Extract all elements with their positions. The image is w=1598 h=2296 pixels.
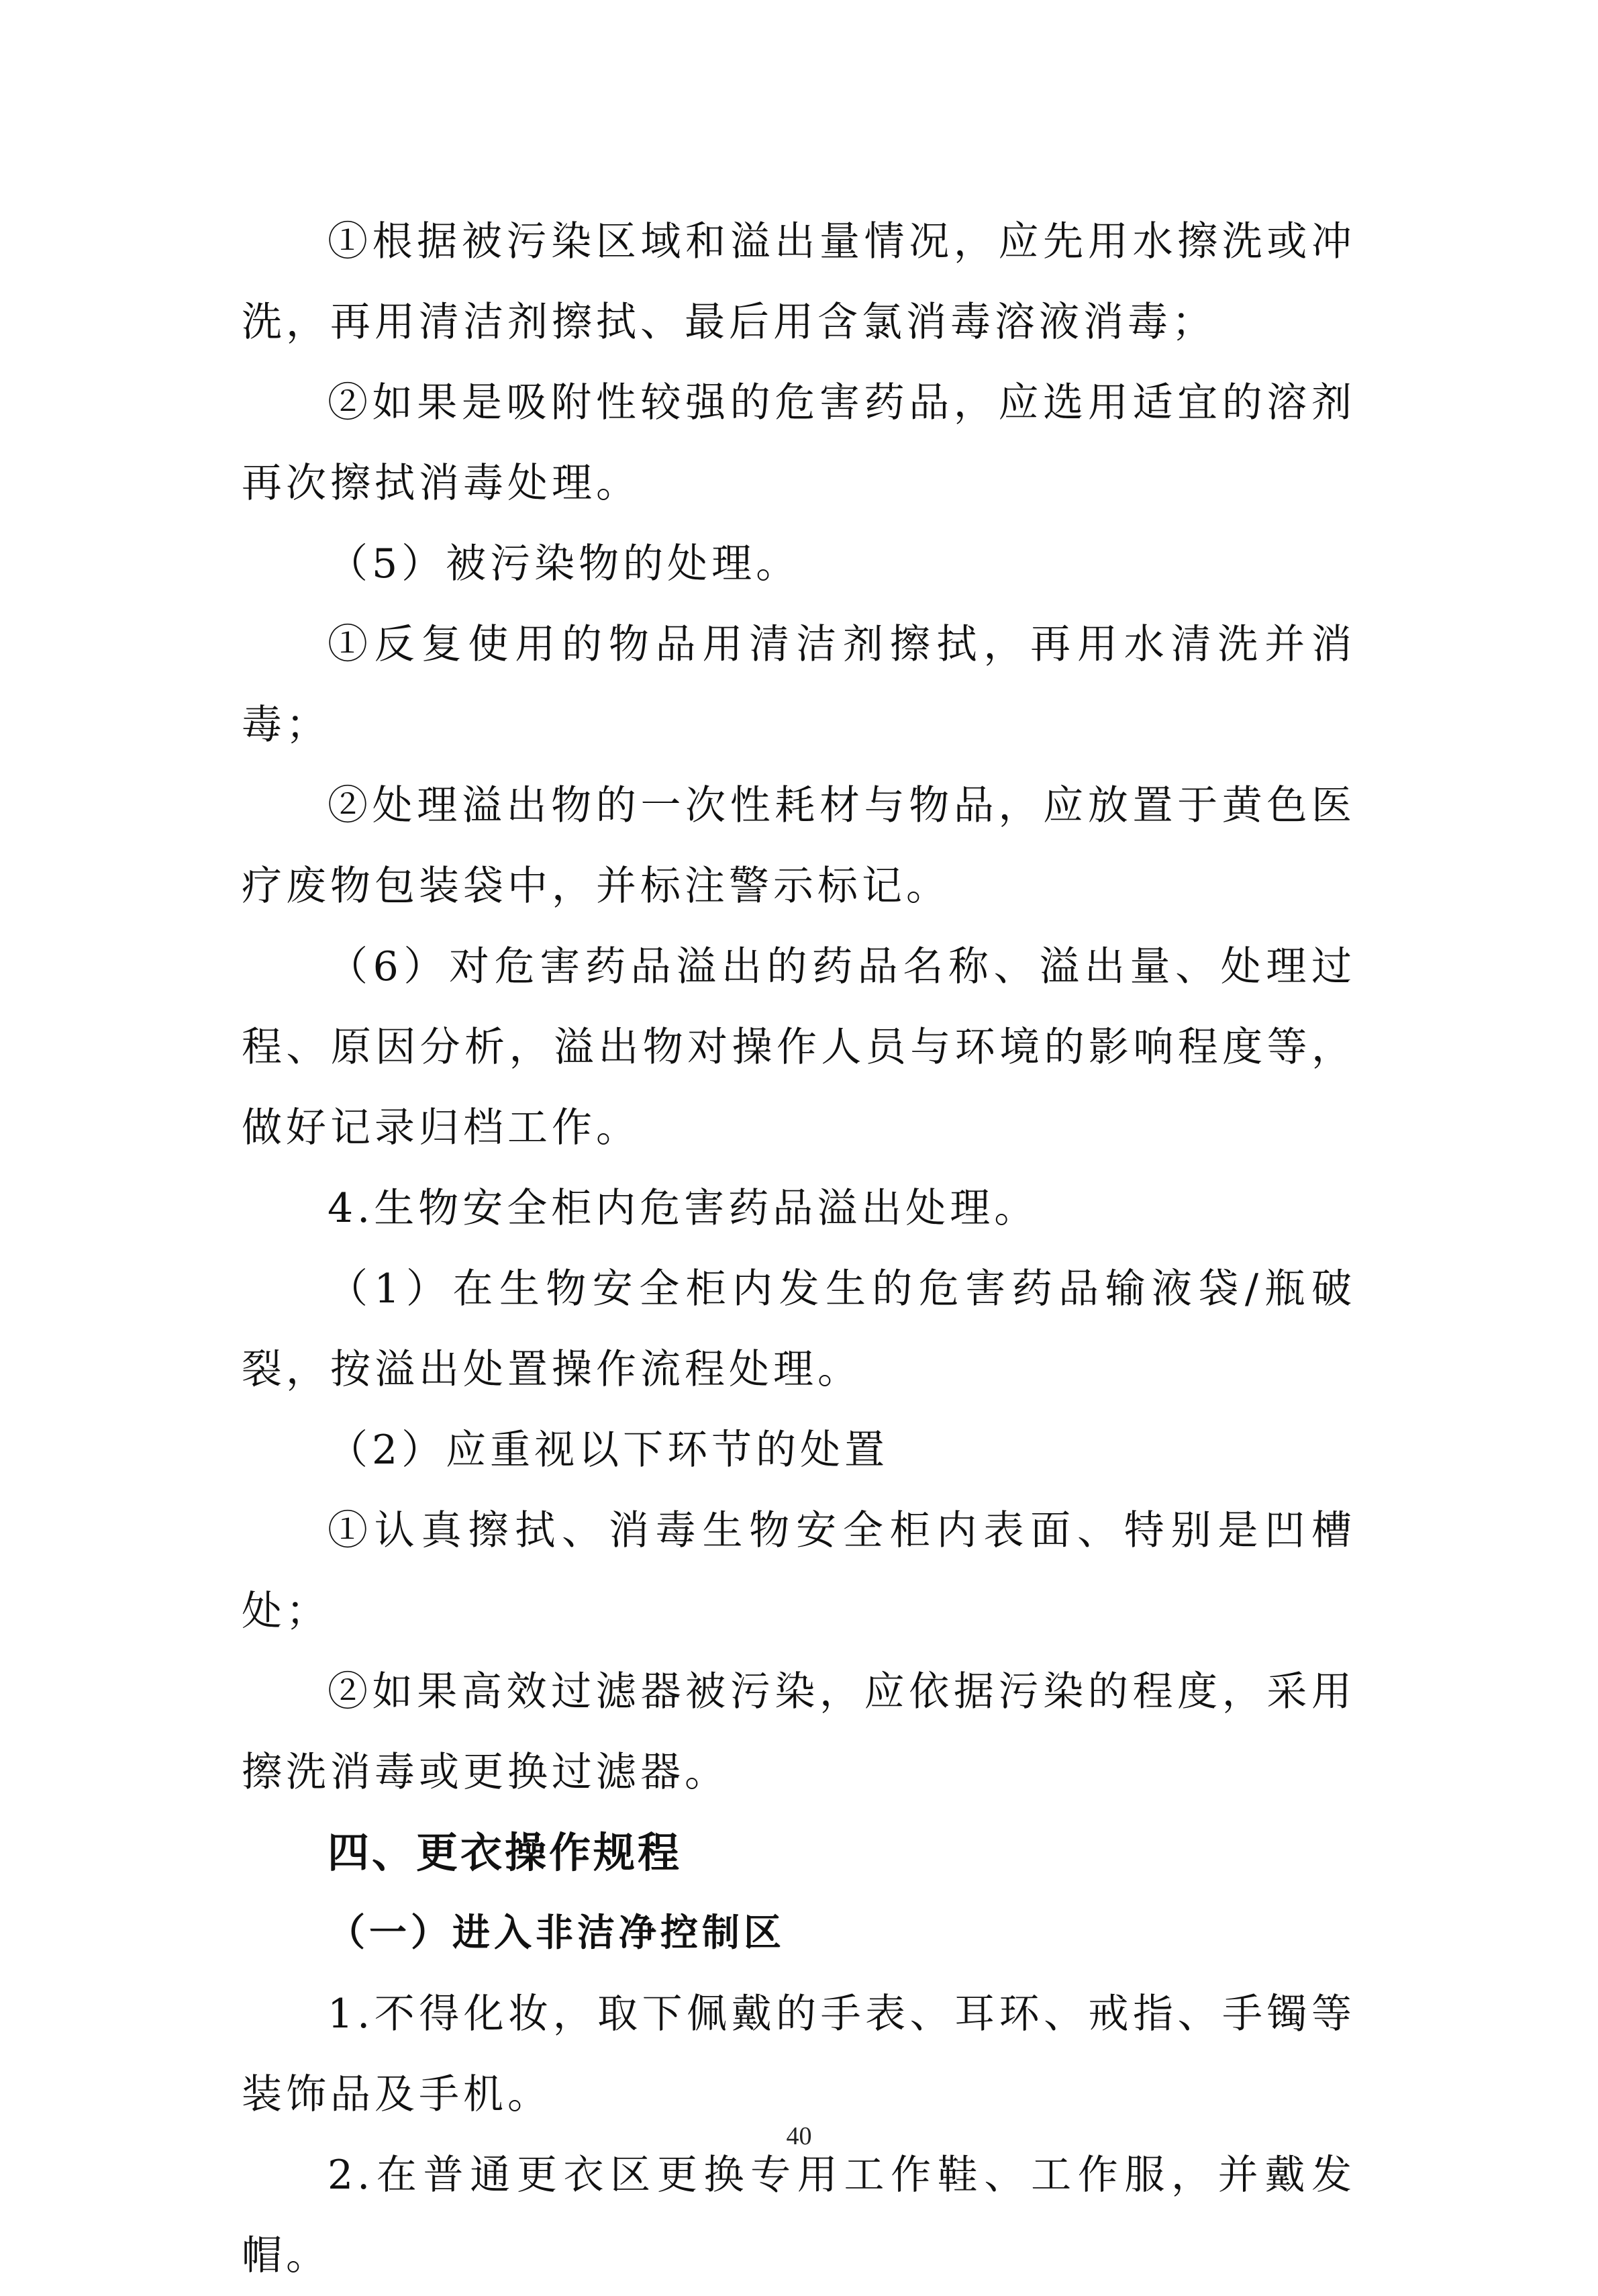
paragraph: （5）被污染物的处理。	[328, 540, 801, 587]
subsection-heading: （一）进入非洁净控制区	[328, 1911, 785, 1955]
paragraph: ①认真擦拭、消毒生物安全柜内表面、特别是凹槽处；	[242, 1507, 1356, 1635]
paragraph: （2）应重视以下环节的处置	[328, 1427, 889, 1474]
paragraph: 4.生物安全柜内危害药品溢出处理。	[328, 1185, 1039, 1232]
section-heading: 四、更衣操作规程	[328, 1828, 683, 1877]
paragraph: 1.不得化妆，取下佩戴的手表、耳环、戒指、手镯等装饰品及手机。	[242, 1991, 1356, 2118]
paragraph: ①根据被污染区域和溢出量情况，应先用水擦洗或冲洗，再用清洁剂擦拭、最后用含氯消毒溶液消毒；	[242, 218, 1356, 346]
page-number: 40	[786, 2122, 812, 2150]
paragraph: ②如果高效过滤器被污染，应依据污染的程度，采用擦洗消毒或更换过滤器。	[242, 1668, 1356, 1796]
paragraph: ②处理溢出物的一次性耗材与物品，应放置于黄色医疗废物包装袋中，并标注警示标记。	[242, 782, 1356, 910]
paragraph: （6）对危害药品溢出的药品名称、溢出量、处理过程、原因分析，溢出物对操作人员与环境的影响程度等，做好记录归档工作。	[242, 943, 1356, 1151]
paragraph: ①反复使用的物品用清洁剂擦拭，再用水清洗并消毒；	[242, 621, 1356, 749]
document-body	[242, 201, 1356, 2296]
paragraph: 2.在普通更衣区更换专用工作鞋、工作服，并戴发帽。	[242, 2152, 1356, 2279]
paragraph: ②如果是吸附性较强的危害药品，应选用适宜的溶剂再次擦拭消毒处理。	[242, 379, 1356, 507]
paragraph: （1）在生物安全柜内发生的危害药品输液袋/瓶破裂，按溢出处置操作流程处理。	[242, 1265, 1356, 1393]
